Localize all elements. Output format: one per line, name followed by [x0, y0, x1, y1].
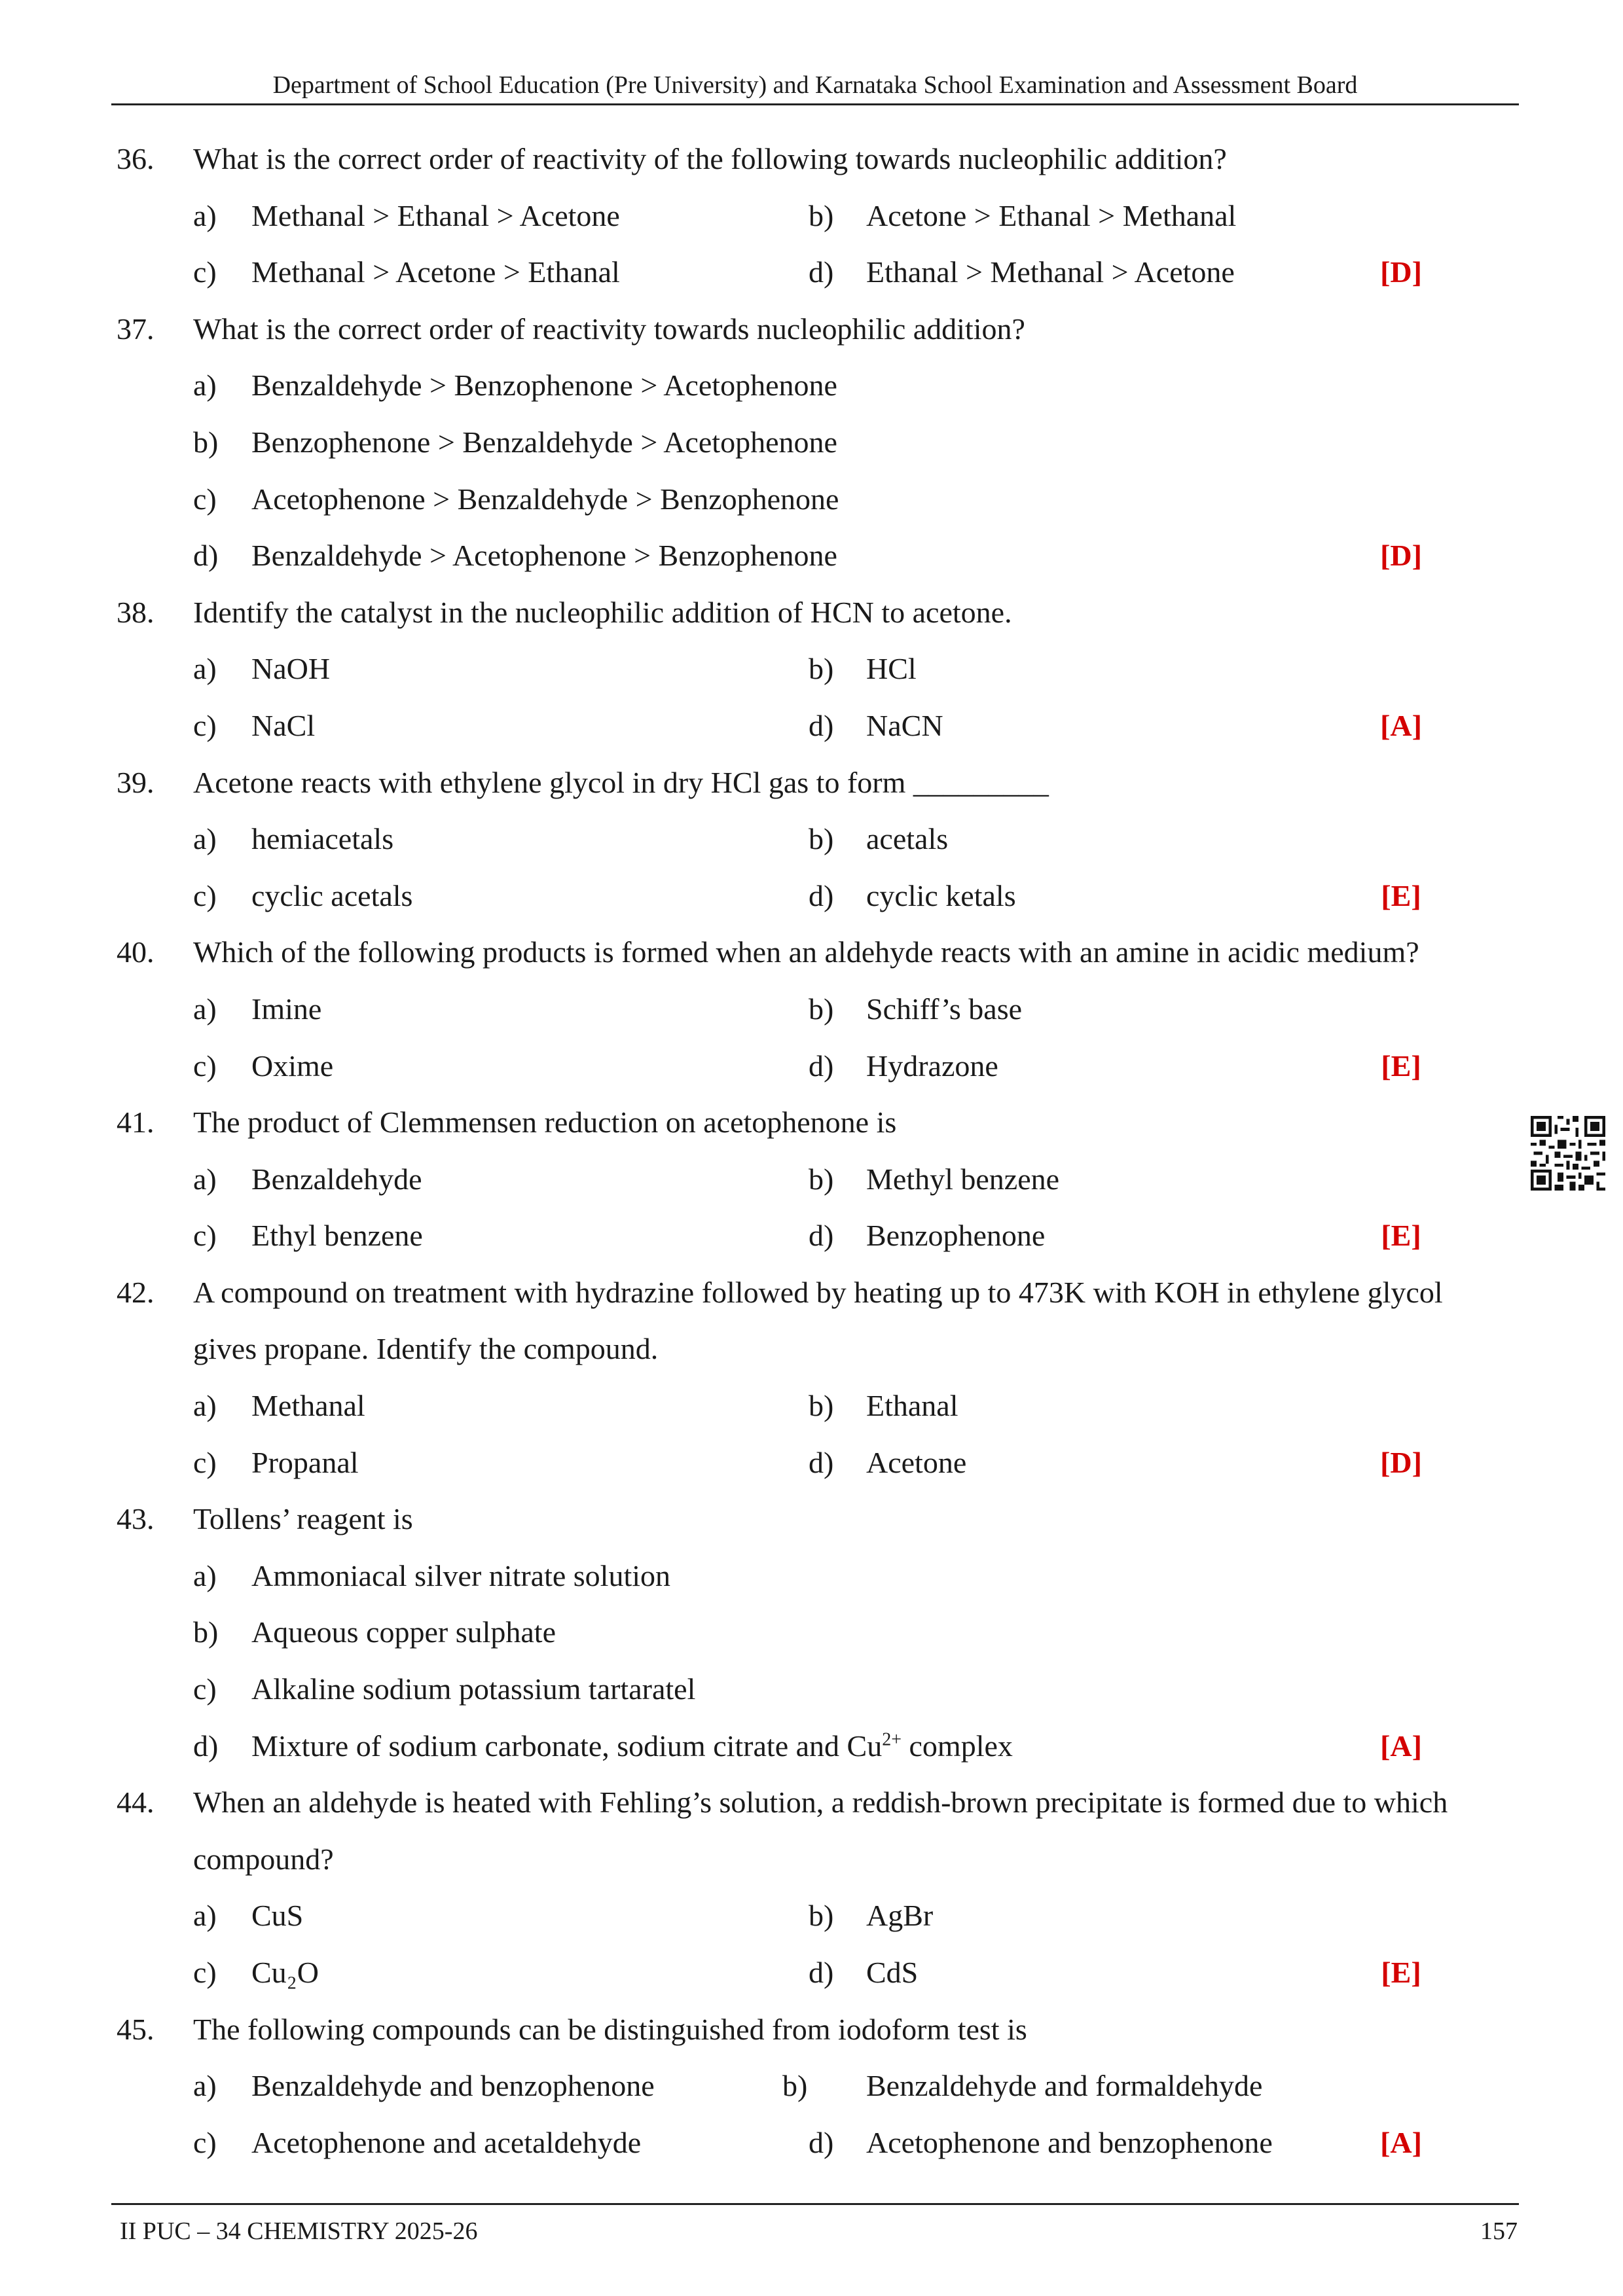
question-number: 45. — [117, 2012, 155, 2046]
option-row — [0, 1548, 1623, 1605]
question-number: 40. — [117, 935, 155, 969]
question-44 — [0, 1774, 1623, 1831]
charge-superscript: 2+ — [882, 1729, 902, 1750]
option-label: d) — [809, 255, 834, 289]
option-label: d) — [809, 878, 834, 912]
option-label: b) — [193, 425, 219, 459]
answer-key: [D] — [1380, 255, 1422, 289]
option-text: Schiff’s base — [866, 992, 1023, 1026]
question-text: The product of Clemmensen reduction on acetophenone is — [193, 1105, 897, 1139]
option-label: a) — [193, 1389, 217, 1423]
option-label: d) — [193, 1729, 219, 1763]
option-label: c) — [193, 1672, 217, 1706]
answer-key: [E] — [1381, 1956, 1421, 1989]
option-label: d) — [809, 708, 834, 742]
option-label: b) — [809, 992, 834, 1026]
option-text: Imine — [251, 992, 322, 1026]
option-text: Propanal — [251, 1445, 359, 1479]
question-text: Tollens’ reagent is — [193, 1502, 413, 1536]
option-text: Acetone > Ethanal > Methanal — [866, 198, 1237, 232]
answer-key: [A] — [1380, 708, 1422, 742]
option-text: cyclic acetals — [251, 878, 413, 912]
option-row — [0, 1378, 1623, 1435]
option-text: cyclic ketals — [866, 878, 1016, 912]
option-text: Ethanal — [866, 1389, 958, 1423]
option-label: c) — [193, 255, 217, 289]
question-42 — [0, 1265, 1623, 1321]
option-text: Methanal > Acetone > Ethanal — [251, 255, 620, 289]
option-row — [0, 357, 1623, 414]
option-label: a) — [193, 822, 217, 856]
answer-key: [D] — [1380, 1445, 1422, 1479]
question-41 — [0, 1094, 1623, 1151]
question-45 — [0, 2001, 1623, 2058]
option-text: acetals — [866, 822, 949, 856]
page-header: Department of School Education (Pre University) and Karnataka School Examination and Assessment Board — [272, 71, 1358, 99]
option-text: Aqueous copper sulphate — [251, 1615, 556, 1649]
question-43 — [0, 1491, 1623, 1548]
option-text: Acetophenone and acetaldehyde — [251, 2125, 642, 2159]
option-row — [0, 1888, 1623, 1945]
option-row — [0, 641, 1623, 698]
option-text: Acetone — [866, 1445, 967, 1479]
option-text: Methanal — [251, 1389, 365, 1423]
option-row — [0, 188, 1623, 245]
option-row — [0, 471, 1623, 528]
footer-course-label: II PUC – 34 CHEMISTRY 2025-26 — [120, 2217, 478, 2245]
option-label: a) — [193, 368, 217, 403]
option-row — [0, 1945, 1623, 2001]
question-number: 39. — [117, 765, 155, 799]
option-text: NaCN — [866, 708, 943, 742]
option-text: Benzaldehyde > Acetophenone > Benzophenone — [251, 539, 837, 573]
option-label: d) — [809, 1049, 834, 1083]
page-number: 157 — [1480, 2217, 1518, 2245]
option-label: b) — [809, 1162, 834, 1196]
option-label: b) — [193, 1615, 219, 1649]
option-text: Hydrazone — [866, 1049, 998, 1083]
option-label: c) — [193, 878, 217, 912]
option-label: d) — [809, 2125, 834, 2159]
question-39 — [0, 755, 1623, 812]
option-text: Ammoniacal silver nitrate solution — [251, 1558, 671, 1592]
option-label: b) — [809, 652, 834, 686]
option-text: Benzaldehyde — [251, 1162, 422, 1196]
option-text: Benzophenone — [866, 1219, 1046, 1253]
question-text: Acetone reacts with ethylene glycol in dry HCl gas to form _________ — [193, 765, 1049, 799]
question-text: Identify the catalyst in the nucleophilic addition of HCN to acetone. — [193, 595, 1012, 629]
option-text: Benzaldehyde > Benzophenone > Acetophenone — [251, 368, 837, 403]
option-row — [0, 1151, 1623, 1208]
header-rule — [111, 103, 1519, 105]
option-row — [0, 1604, 1623, 1661]
answer-key: [E] — [1381, 1049, 1421, 1083]
option-label: c) — [193, 1956, 217, 1989]
question-number: 44. — [117, 1785, 155, 1820]
qr-code-icon[interactable] — [1531, 1116, 1605, 1191]
option-text-main: Mixture of sodium carbonate, sodium citrate and Cu — [251, 1729, 883, 1763]
option-row — [0, 868, 1623, 925]
option-text: Benzaldehyde and benzophenone — [251, 2069, 655, 2103]
question-text: The following compounds can be distinguished from iodoform test is — [193, 2012, 1027, 2046]
option-label: d) — [809, 1956, 834, 1989]
option-label: b) — [809, 822, 834, 856]
option-text: Oxime — [251, 1049, 334, 1083]
question-36 — [0, 131, 1623, 188]
answer-key: [A] — [1380, 2125, 1422, 2159]
option-row — [0, 1661, 1623, 1718]
option-row — [0, 244, 1623, 301]
option-text: CuS — [251, 1899, 304, 1933]
option-text: Methyl benzene — [866, 1162, 1060, 1196]
option-label: a) — [193, 1899, 217, 1933]
question-38 — [0, 584, 1623, 641]
option-row — [0, 698, 1623, 755]
question-text-continued — [0, 1831, 1623, 1888]
answer-key: [E] — [1381, 1219, 1421, 1253]
option-row — [0, 1038, 1623, 1095]
option-text: Benzaldehyde and formaldehyde — [866, 2069, 1263, 2103]
option-text: AgBr — [866, 1899, 934, 1933]
option-text: Methanal > Ethanal > Acetone — [251, 198, 620, 232]
option-row — [0, 2058, 1623, 2115]
question-40 — [0, 924, 1623, 981]
option-text: Acetophenone > Benzaldehyde > Benzophenone — [251, 482, 839, 516]
option-label: a) — [193, 992, 217, 1026]
option-label: d) — [809, 1219, 834, 1253]
option-label: a) — [193, 198, 217, 232]
question-text-cont: compound? — [193, 1842, 334, 1876]
option-text-with-superscript — [251, 1718, 1013, 1775]
question-text: A compound on treatment with hydrazine followed by heating up to 473K with KOH in ethylene glycol — [193, 1275, 1443, 1309]
question-text-cont: gives propane. Identify the compound. — [193, 1332, 659, 1366]
question-number: 37. — [117, 312, 155, 346]
option-label: a) — [193, 2069, 217, 2103]
question-text: What is the correct order of reactivity of the following towards nucleophilic addition? — [193, 142, 1227, 175]
option-row — [0, 528, 1623, 584]
option-text: Ethanal > Methanal > Acetone — [866, 255, 1235, 289]
option-text: Benzophenone > Benzaldehyde > Acetophenone — [251, 425, 837, 459]
option-label: b) — [809, 1899, 834, 1933]
option-row — [0, 1435, 1623, 1492]
option-text: Ethyl benzene — [251, 1219, 423, 1253]
option-row — [0, 811, 1623, 868]
option-row — [0, 2115, 1623, 2172]
option-label: a) — [193, 652, 217, 686]
option-label: d) — [809, 1445, 834, 1479]
option-text: CdS — [866, 1956, 919, 1989]
option-label: c) — [193, 2125, 217, 2159]
question-list — [0, 131, 1623, 2171]
question-number: 43. — [117, 1502, 155, 1536]
option-text: NaOH — [251, 652, 331, 686]
question-number: 41. — [117, 1105, 155, 1139]
question-text-continued — [0, 1321, 1623, 1378]
question-number: 36. — [117, 142, 155, 175]
option-text: Alkaline sodium potassium tartaratel — [251, 1672, 696, 1706]
option-label: b) — [782, 2069, 808, 2103]
option-label: c) — [193, 482, 217, 516]
option-row — [0, 1718, 1623, 1775]
option-row — [0, 1208, 1623, 1265]
option-label: d) — [193, 539, 219, 573]
option-label: b) — [809, 198, 834, 232]
option-text: Acetophenone and benzophenone — [866, 2125, 1273, 2159]
question-37 — [0, 301, 1623, 358]
question-text: What is the correct order of reactivity towards nucleophilic addition? — [193, 312, 1025, 346]
question-number: 42. — [117, 1275, 155, 1309]
option-label: c) — [193, 708, 217, 742]
option-label: b) — [809, 1389, 834, 1423]
option-text: NaCl — [251, 708, 316, 742]
question-text: Which of the following products is formed when an aldehyde reacts with an amine in acidic medium? — [193, 935, 1419, 969]
option-text: hemiacetals — [251, 822, 394, 856]
option-label: a) — [193, 1162, 217, 1196]
question-text: When an aldehyde is heated with Fehling’s solution, a reddish-brown precipitate is formed due to which — [193, 1785, 1448, 1820]
answer-key: [D] — [1380, 539, 1422, 573]
footer-rule — [111, 2203, 1519, 2205]
option-label: c) — [193, 1445, 217, 1479]
question-number: 38. — [117, 595, 155, 629]
option-label: c) — [193, 1049, 217, 1083]
option-text-after: complex — [902, 1729, 1013, 1763]
option-label: c) — [193, 1219, 217, 1253]
option-label: a) — [193, 1558, 217, 1592]
answer-key: [E] — [1381, 878, 1421, 912]
answer-key: [A] — [1380, 1729, 1422, 1763]
option-row — [0, 414, 1623, 471]
option-text: HCl — [866, 652, 917, 686]
option-row — [0, 981, 1623, 1038]
option-text: Cu₂O — [251, 1956, 319, 1989]
